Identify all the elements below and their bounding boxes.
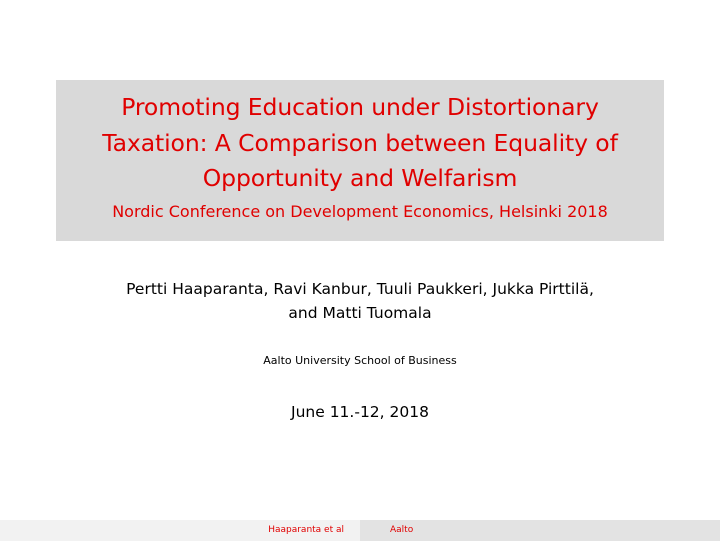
title-line: Opportunity and Welfarism	[202, 164, 518, 192]
presentation-date: June 11.-12, 2018	[291, 403, 429, 421]
presentation-title	[56, 80, 664, 197]
title-line: Taxation: A Comparison between Equality of	[102, 128, 618, 157]
author-line: and Matti Tuomala	[288, 304, 432, 322]
title-block	[56, 80, 664, 241]
footer-author: Haaparanta et al	[0, 520, 360, 541]
footer-institute: Aalto	[360, 520, 720, 541]
author-line: Pertti Haaparanta, Ravi Kanbur, Tuuli Paukkeri, Jukka Pirttilä,	[126, 280, 594, 298]
footer-bar	[0, 520, 720, 541]
presentation-subtitle: Nordic Conference on Development Economics, Helsinki 2018	[112, 201, 608, 221]
institute-name: Aalto University School of Business	[263, 354, 457, 367]
title-line: Promoting Education under Distortionary	[121, 93, 599, 121]
author-list	[0, 277, 720, 325]
